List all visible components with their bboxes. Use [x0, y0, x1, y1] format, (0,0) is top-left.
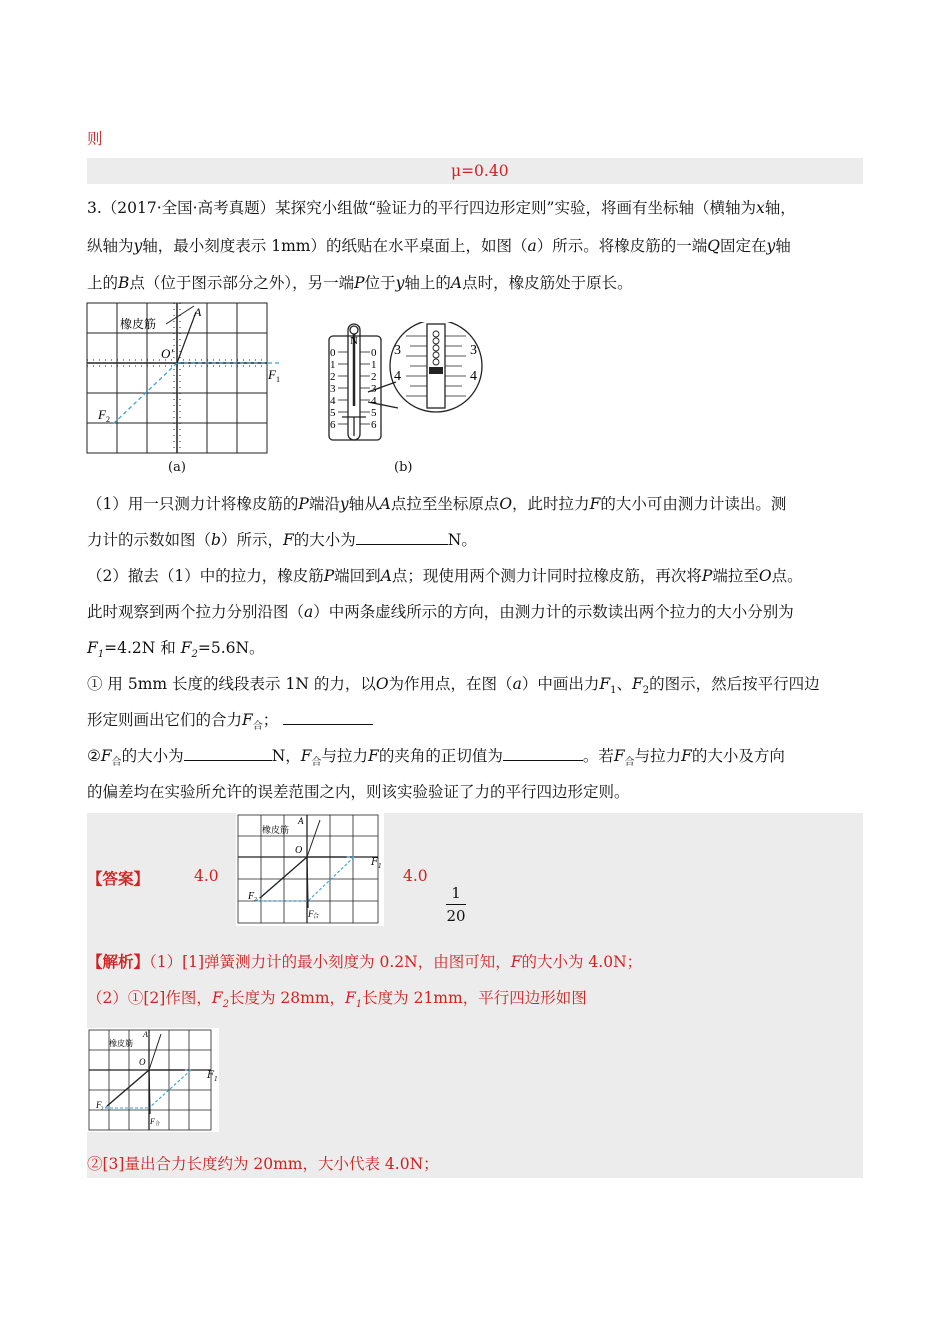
figure-b-spring-scale	[326, 322, 492, 444]
ans-fig-A: A	[298, 816, 304, 826]
an-fig-Fhs: 合	[155, 1122, 161, 1127]
ans-fig-rubber: 橡皮筋	[262, 825, 290, 835]
v: F	[180, 639, 192, 657]
fig-a-F2-sub: 2	[106, 415, 110, 424]
t: 、	[616, 675, 632, 693]
an-fig-F2: F	[96, 1100, 102, 1110]
t: （2）撤去（1）中的拉力，橡皮筋	[87, 567, 324, 585]
figure-a-grid	[86, 302, 286, 454]
t: ① 用 5mm 长度的线段表示 1N 的力，以	[87, 675, 376, 693]
t: 此时观察到两个拉力分别沿图（	[87, 603, 305, 621]
part2-line-1	[87, 566, 803, 586]
analysis-tag: 【解析】	[87, 952, 150, 971]
answer-value-2: 4.0	[403, 867, 428, 885]
v: F	[681, 747, 692, 765]
analysis-line-2	[87, 988, 587, 1015]
fig-b-tick: 1	[330, 359, 336, 371]
analysis-line-1	[87, 952, 642, 972]
t: 的大小可由测力计读出。测	[600, 495, 787, 513]
q-number: 3.	[87, 199, 102, 217]
t: 的大小为 4.0N；	[521, 953, 643, 971]
fig-b-tick: 3	[371, 383, 377, 395]
v: 1	[610, 685, 617, 697]
fig-b-tick: 6	[330, 419, 336, 431]
an-fig-rubber: 橡皮筋	[109, 1039, 133, 1048]
figure-a-caption: (a)	[168, 460, 186, 475]
q-text: 某探究小组做“验证力的平行四边形定则”实验，将画有坐标轴（横轴为	[275, 199, 756, 217]
t: ；	[262, 711, 279, 729]
an-fig-Fh: F	[150, 1117, 155, 1126]
fig-b-tick: 4	[371, 395, 377, 407]
q-source: （2017·全国·高考真题）	[101, 199, 276, 217]
answer-tag: 【答案】	[87, 869, 150, 888]
t: ）所示，	[220, 531, 283, 549]
fig-b-tick: 1	[371, 359, 377, 371]
q-var: y	[133, 237, 143, 255]
fig-b-tick: 3	[330, 383, 336, 395]
t: 点；现使用两个测力计同时拉橡皮筋，再次将	[391, 567, 702, 585]
t: 点。	[771, 567, 803, 585]
t: 。若	[582, 747, 614, 765]
sub2-line-1	[87, 746, 785, 773]
t: 的大小为	[293, 531, 356, 549]
fig-b-tick: 5	[371, 407, 377, 419]
v: F	[300, 747, 312, 765]
t: 的大小及方向	[691, 747, 785, 765]
v: y	[339, 495, 349, 513]
figure-b-caption: (b)	[394, 460, 413, 475]
frac-num: 1	[451, 884, 461, 902]
t: 端沿	[308, 495, 340, 513]
q-var: y	[766, 237, 776, 255]
ans-fig-Fhs: 合	[313, 914, 320, 920]
t: ）中画出力	[521, 675, 600, 693]
sub2-line-2: 的偏差均在实验所允许的误差范围之内，则该实验验证了力的平行四边形定则。	[87, 783, 630, 801]
v: F	[599, 675, 611, 693]
fig-b-zoom-tick: 3	[394, 343, 401, 358]
answer-blank-2[interactable]	[184, 746, 272, 761]
fig-b-tick: 0	[371, 347, 377, 359]
v: O	[758, 567, 772, 585]
q-text: 固定在	[719, 237, 767, 255]
t: 的大小为	[121, 747, 184, 765]
q-text: 纵轴为	[87, 237, 134, 255]
q-text: 轴上的	[404, 274, 451, 292]
v: 1	[355, 999, 363, 1011]
v: P	[323, 567, 335, 585]
v: F	[345, 989, 356, 1007]
q-var: x	[755, 199, 765, 217]
an-fig-F2s: 2	[101, 1107, 104, 1112]
t: ）中两条虚线所示的方向，由测力计的示数读出两个拉力的大小分别为	[313, 603, 794, 621]
ans-fig-Fh: F	[308, 909, 314, 919]
v: F	[510, 953, 522, 971]
question-line-2	[87, 236, 791, 256]
q-text: 轴	[775, 237, 791, 255]
t: N，	[271, 747, 301, 765]
fig-b-zoom-tick: 4	[470, 369, 477, 384]
t: ②	[87, 747, 101, 765]
ans-fig-F1s: 1	[377, 863, 382, 870]
fig-b-tick: 0	[330, 347, 336, 359]
v: F	[613, 747, 625, 765]
t: （1）用一只测力计将橡皮筋的	[87, 495, 299, 513]
ans-fig-F2: F	[248, 891, 255, 902]
t: N。	[447, 531, 477, 549]
answer-value-1: 4.0	[194, 867, 219, 885]
fig-b-tick: 2	[330, 371, 336, 383]
fig-b-tick: 6	[371, 419, 377, 431]
ans-fig-F1: F	[371, 857, 378, 868]
v: F	[100, 747, 112, 765]
t: 长度为 28mm，	[228, 989, 346, 1007]
v: P	[298, 495, 309, 513]
v: O	[499, 495, 513, 513]
t: （1）[1]弹簧测力计的最小刻度为 0.2N，由图可知，	[149, 953, 511, 971]
q-text: 上的	[87, 274, 119, 292]
fig-a-F1-label: F	[268, 367, 276, 382]
v: 2	[642, 685, 650, 697]
sub1-line-2	[87, 710, 373, 737]
q-var: P	[354, 274, 365, 292]
v: 合	[311, 757, 322, 769]
v: F	[589, 495, 601, 513]
part2-line-3	[87, 638, 265, 665]
v: F	[87, 639, 98, 657]
t: 的夹角的正切值为	[378, 747, 503, 765]
v: F	[282, 531, 294, 549]
continuation-text: 则	[87, 130, 103, 148]
t: 为作用点，在图（	[388, 675, 513, 693]
t: （2）①[2]作图，	[87, 989, 212, 1007]
question-line-3	[87, 273, 633, 293]
q-var: a	[527, 237, 537, 255]
part1-line-2	[87, 530, 477, 550]
fig-b-zoom-tick: 4	[394, 369, 401, 384]
an-fig-F1s: 1	[213, 1076, 218, 1083]
q-text: 轴，最小刻度表示 1mm）的纸贴在水平桌面上，如图（	[142, 237, 528, 255]
sub1-line-1	[87, 674, 820, 701]
fig-b-tick: 2	[371, 371, 377, 383]
answer-figure	[236, 813, 384, 926]
fig-b-tick: 5	[330, 407, 336, 419]
answer-fraction	[446, 884, 466, 925]
t: 点拉至坐标原点	[390, 495, 500, 513]
fig-a-F2-label: F	[98, 407, 106, 422]
fig-a-F1-sub: 1	[276, 375, 280, 384]
v: 合	[624, 757, 635, 769]
v: 合	[252, 721, 263, 733]
t: ，此时拉力	[512, 495, 590, 513]
q-text: 位于	[364, 274, 396, 292]
v: O	[375, 675, 389, 693]
v: P	[701, 567, 713, 585]
v: b	[211, 531, 221, 549]
fig-a-O-label: O′	[161, 346, 174, 361]
an-fig-O: O	[139, 1057, 146, 1067]
fig-b-zoom-tick: 3	[470, 343, 477, 358]
q-var: y	[395, 274, 405, 292]
q-text: ）所示。将橡皮筋的一端	[536, 237, 708, 255]
analysis-line-3: ②[3]量出合力长度约为 20mm，大小代表 4.0N；	[87, 1155, 439, 1173]
answer-blank-drawing[interactable]	[283, 710, 373, 725]
fig-a-A-label: A	[194, 305, 202, 319]
ans-fig-O: O	[295, 845, 303, 856]
v: 1	[97, 649, 105, 661]
part1-line-1	[87, 494, 786, 514]
answer-fig-F1-label	[371, 857, 382, 870]
question-line-1	[87, 198, 796, 218]
t: 形定则画出它们的合力	[87, 711, 243, 729]
t: 与拉力	[321, 747, 369, 765]
analysis-figure	[87, 1028, 219, 1132]
analysis-fig-F1-label	[207, 1070, 218, 1083]
q-text: 轴，	[764, 199, 796, 217]
v: a	[512, 675, 522, 693]
q-var: A	[450, 274, 463, 292]
t: 与拉力	[634, 747, 682, 765]
fig-b-tick: 4	[330, 395, 336, 407]
v: F	[242, 711, 253, 729]
answer-blank-3[interactable]	[503, 746, 583, 761]
v: A	[380, 567, 392, 585]
ans-fig-F2s: 2	[254, 897, 257, 903]
v: F	[368, 747, 379, 765]
an-fig-F1: F	[207, 1070, 214, 1081]
v: a	[304, 603, 314, 621]
answer-blank-1[interactable]	[356, 530, 448, 545]
t: =4.2N 和	[104, 639, 176, 657]
fig-b-unit: N	[350, 335, 358, 347]
t: =5.6N。	[197, 639, 265, 657]
v: F	[211, 989, 223, 1007]
t: 的图示，然后按平行四边	[649, 675, 820, 693]
t: 端拉至	[712, 567, 759, 585]
frac-bar	[446, 904, 466, 905]
an-fig-A: A	[143, 1030, 148, 1039]
t: 力计的示数如图（	[87, 531, 212, 549]
part2-line-2	[87, 602, 794, 622]
fig-a-rubber-label: 橡皮筋	[120, 317, 157, 331]
v: 2	[191, 649, 198, 661]
mu-value: μ=0.40	[451, 162, 509, 180]
t: 长度为 21mm，平行四边形如图	[362, 989, 587, 1007]
v: 合	[111, 757, 122, 769]
v: A	[379, 495, 391, 513]
q-text: 点时，橡皮筋处于原长。	[462, 274, 633, 292]
q-text: 点（位于图示部分之外），另一端	[129, 274, 355, 292]
frac-den: 20	[446, 907, 466, 925]
t: 轴从	[348, 495, 380, 513]
q-var: B	[118, 274, 130, 292]
t: 端回到	[334, 567, 381, 585]
v: 2	[222, 999, 229, 1011]
q-var: Q	[707, 237, 720, 255]
v: F	[631, 675, 643, 693]
